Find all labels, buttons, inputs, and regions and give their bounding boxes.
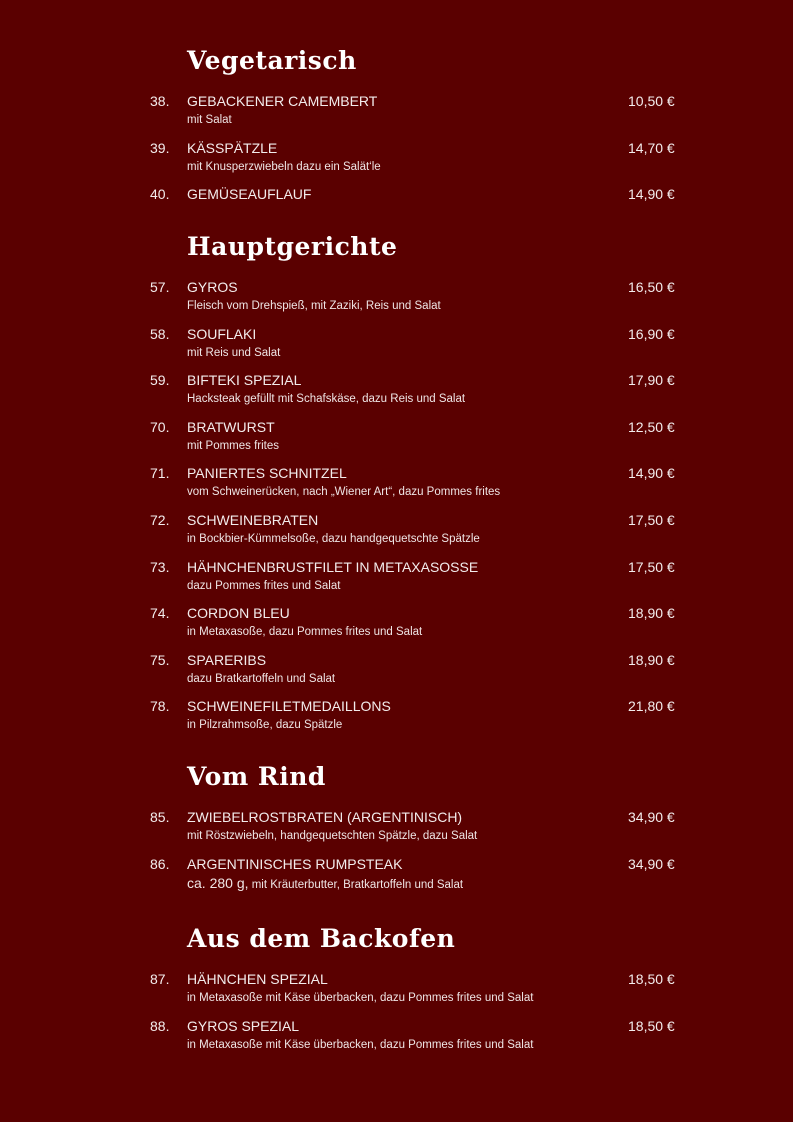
item-description: dazu Bratkartoffeln und Salat <box>187 672 336 685</box>
item-number: 58. <box>150 325 170 342</box>
item-number: 71. <box>150 465 170 482</box>
item-name: SPARERIBS <box>187 651 267 668</box>
item-name: PANIERTES SCHNITZEL <box>187 465 347 482</box>
menu-item <box>0 92 793 139</box>
item-number: 59. <box>150 372 170 389</box>
item-name: KÄSSPÄTZLE <box>187 139 278 156</box>
item-description: vom Schweinerücken, nach „Wiener Art“, dazu Pommes frites <box>187 486 501 499</box>
item-description: mit Röstzwiebeln, handgequetschten Spätzle, dazu Salat <box>187 830 478 842</box>
item-price: 18,50 € <box>628 1017 675 1034</box>
item-price: 14,90 € <box>628 465 675 482</box>
item-price: 14,70 € <box>628 139 675 156</box>
item-name: HÄHNCHENBRUSTFILET IN METAXASOSSE <box>187 558 479 575</box>
item-number: 87. <box>150 971 170 987</box>
menu-item <box>0 970 793 1017</box>
item-name: GEMÜSEAUFLAUF <box>187 186 312 203</box>
item-number: 57. <box>150 279 170 295</box>
item-name: ZWIEBELROSTBRATEN (ARGENTINISCH) <box>187 809 463 825</box>
menu-item <box>0 185 793 232</box>
section-title: Vegetarisch <box>187 46 357 75</box>
menu-item <box>0 325 793 372</box>
item-description: mit Reis und Salat <box>187 346 281 359</box>
menu-item <box>0 697 793 744</box>
item-number: 40. <box>150 186 170 203</box>
item-name: CORDON BLEU <box>187 605 290 622</box>
item-description: mit Pommes frites <box>187 439 280 452</box>
menu-item <box>0 139 793 186</box>
menu-item <box>0 651 793 698</box>
item-name: GYROS SPEZIAL <box>187 1017 300 1034</box>
item-price: 17,50 € <box>628 511 675 528</box>
item-description <box>187 876 463 892</box>
item-list <box>0 808 793 901</box>
item-price: 34,90 € <box>628 855 675 872</box>
item-description: in Metaxasoße mit Käse überbacken, dazu Pommes frites und Salat <box>187 1038 534 1051</box>
item-name: HÄHNCHEN SPEZIAL <box>187 971 328 987</box>
menu-item <box>0 855 793 902</box>
item-list <box>0 278 793 744</box>
item-price: 16,50 € <box>628 279 675 295</box>
item-price: 17,50 € <box>628 558 675 575</box>
section-title: Aus dem Backofen <box>187 924 456 953</box>
item-number: 72. <box>150 511 170 528</box>
item-description-text: mit Kräuterbutter, Bratkartoffeln und Salat <box>248 878 464 891</box>
item-description: Fleisch vom Drehspieß, mit Zaziki, Reis und Salat <box>187 300 441 312</box>
item-description: in Metaxasoße, dazu Pommes frites und Salat <box>187 626 423 639</box>
item-price: 18,90 € <box>628 651 675 668</box>
item-number: 73. <box>150 558 170 575</box>
section-title: Hauptgerichte <box>187 232 398 261</box>
item-name: ARGENTINISCHES RUMPSTEAK <box>187 855 403 872</box>
item-description: in Bockbier-Kümmelsoße, dazu handgequetschte Spätzle <box>187 532 480 545</box>
menu-item <box>0 418 793 465</box>
item-name: SOUFLAKI <box>187 325 257 342</box>
item-number: 88. <box>150 1017 170 1034</box>
item-list <box>0 92 793 232</box>
item-number: 85. <box>150 809 170 825</box>
item-price: 34,90 € <box>628 809 675 825</box>
item-number: 75. <box>150 651 170 668</box>
menu-item <box>0 604 793 651</box>
item-price: 21,80 € <box>628 698 675 715</box>
item-price: 17,90 € <box>628 372 675 389</box>
item-price: 16,90 € <box>628 325 675 342</box>
menu-item <box>0 464 793 511</box>
item-description: dazu Pommes frites und Salat <box>187 579 341 592</box>
item-name: BIFTEKI SPEZIAL <box>187 372 302 389</box>
item-number: 70. <box>150 418 170 435</box>
menu-item <box>0 1017 793 1064</box>
item-name: SCHWEINEFILETMEDAILLONS <box>187 698 391 715</box>
item-number: 78. <box>150 698 170 715</box>
section-title: Vom Rind <box>187 762 326 791</box>
item-number: 74. <box>150 605 170 622</box>
menu-item <box>0 371 793 418</box>
menu-item <box>0 278 793 325</box>
item-weight: ca. 280 g, <box>187 874 249 891</box>
item-description: mit Salat <box>187 114 232 126</box>
item-name: SCHWEINEBRATEN <box>187 511 319 528</box>
item-price: 18,90 € <box>628 605 675 622</box>
menu-item <box>0 558 793 605</box>
item-description: Hacksteak gefüllt mit Schafskäse, dazu Reis und Salat <box>187 393 466 406</box>
item-price: 12,50 € <box>628 418 675 435</box>
item-number: 38. <box>150 93 170 109</box>
item-description: in Pilzrahmsoße, dazu Spätzle <box>187 719 343 732</box>
item-price: 18,50 € <box>628 971 675 987</box>
item-price: 14,90 € <box>628 186 675 203</box>
item-number: 86. <box>150 855 170 872</box>
item-description: in Metaxasoße mit Käse überbacken, dazu Pommes frites und Salat <box>187 992 534 1004</box>
item-number: 39. <box>150 139 170 156</box>
item-description: mit Knusperzwiebeln dazu ein Salät‘le <box>187 160 381 173</box>
menu-item <box>0 808 793 855</box>
item-list <box>0 970 793 1063</box>
menu-item <box>0 511 793 558</box>
item-price: 10,50 € <box>628 93 675 109</box>
item-name: GYROS <box>187 279 238 295</box>
item-name: GEBACKENER CAMEMBERT <box>187 93 378 109</box>
item-name: BRATWURST <box>187 418 275 435</box>
